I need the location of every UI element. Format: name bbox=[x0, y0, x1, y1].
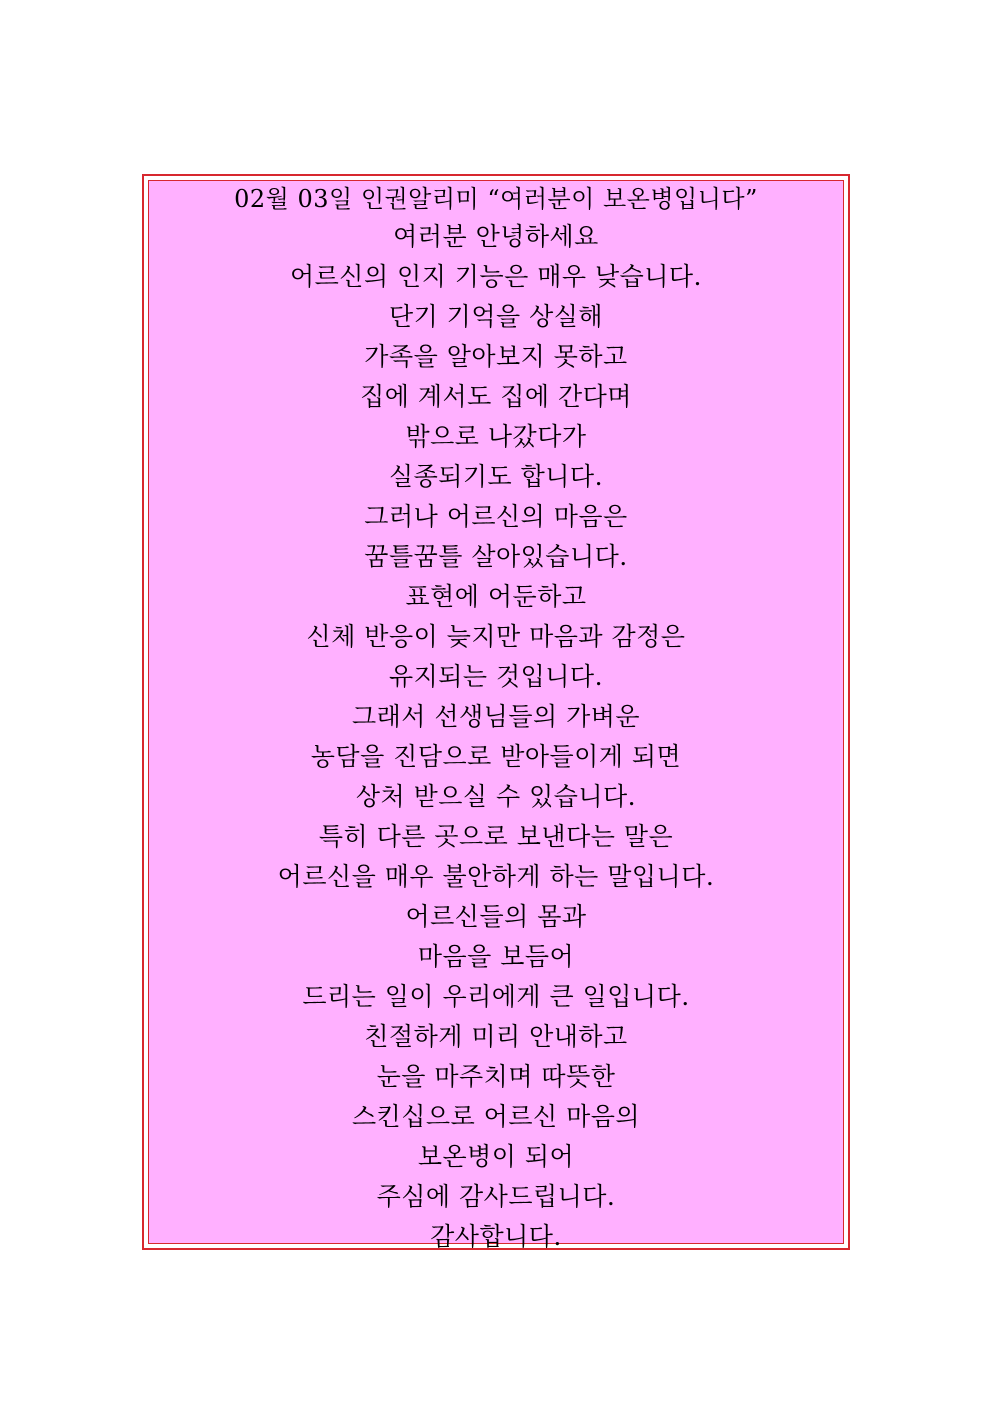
message-line: 어르신들의 몸과 bbox=[405, 902, 587, 931]
message-line: 보온병이 되어 bbox=[417, 1142, 575, 1171]
message-line: 드리는 일이 우리에게 큰 일입니다. bbox=[302, 982, 690, 1011]
message-lines bbox=[149, 181, 843, 1257]
message-line: 여러분 안녕하세요 bbox=[393, 222, 599, 251]
document-frame bbox=[142, 174, 850, 1250]
message-line: 주심에 감사드립니다. bbox=[376, 1182, 616, 1211]
message-line: 스킨십으로 어르신 마음의 bbox=[351, 1102, 641, 1131]
message-line: 단기 기억을 상실해 bbox=[388, 302, 604, 331]
message-line: 신체 반응이 늦지만 마음과 감정은 bbox=[306, 622, 686, 651]
message-line: 상처 받으실 수 있습니다. bbox=[355, 782, 637, 811]
message-line: 표현에 어둔하고 bbox=[405, 582, 587, 611]
message-line: 그래서 선생님들의 가벼운 bbox=[351, 702, 641, 731]
message-line: 감사합니다. bbox=[430, 1222, 562, 1251]
message-line: 특히 다른 곳으로 보낸다는 말은 bbox=[318, 822, 674, 851]
message-line: 어르신을 매우 불안하게 하는 말입니다. bbox=[277, 862, 715, 891]
message-line: 마음을 보듬어 bbox=[417, 942, 575, 971]
message-line: 꿈틀꿈틀 살아있습니다. bbox=[364, 542, 628, 571]
message-line: 집에 계서도 집에 간다며 bbox=[360, 382, 632, 411]
message-line: 눈을 마주치며 따뜻한 bbox=[376, 1062, 616, 1091]
message-line: 친절하게 미리 안내하고 bbox=[364, 1022, 628, 1051]
message-line: 가족을 알아보지 못하고 bbox=[364, 342, 628, 371]
message-line: 밖으로 나갔다가 bbox=[405, 422, 587, 451]
message-panel bbox=[148, 180, 844, 1251]
message-line: 실종되기도 합니다. bbox=[388, 462, 604, 491]
message-line: 그러나 어르신의 마음은 bbox=[364, 502, 628, 531]
message-title: 02월 03일 인권알리미 “여러분이 보온병입니다” bbox=[234, 185, 758, 213]
message-line: 유지되는 것입니다. bbox=[388, 662, 604, 691]
message-line: 어르신의 인지 기능은 매우 낮습니다. bbox=[290, 262, 702, 291]
message-line: 농담을 진담으로 받아들이게 되면 bbox=[310, 742, 682, 771]
